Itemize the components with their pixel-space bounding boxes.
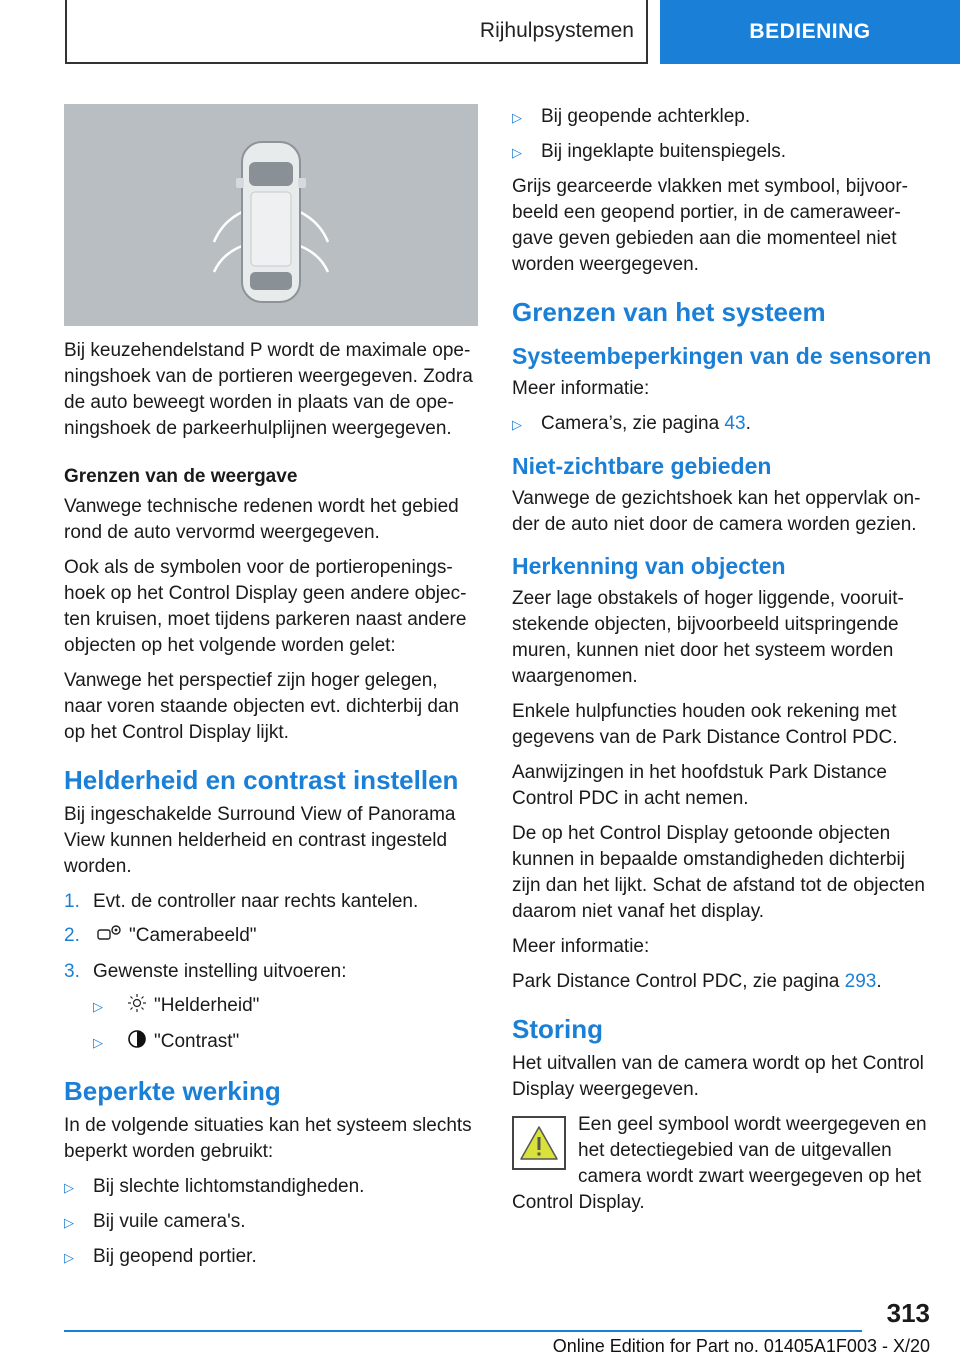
section-title: Rijhulpsystemen bbox=[479, 19, 634, 42]
brightness-text: Bij ingeschakelde Surround View of Panorama View kunnen helderheid en contrast ingesteld worden. bbox=[64, 804, 456, 877]
car-top-view-figure bbox=[64, 104, 478, 326]
more-info-label-2: Meer informatie: bbox=[512, 936, 650, 957]
brightness-heading: Helderheid en contrast instellen bbox=[64, 765, 459, 795]
sensor-limits-heading: Systeembeperkingen van de sensoren bbox=[512, 343, 932, 369]
footer-edition: Online Edition for Part no. 01405A1F003 - X/20 bbox=[552, 1336, 930, 1356]
header-section bbox=[65, 0, 648, 64]
restricted-item: ▷ Bij slechte lichtomstandigheden. bbox=[64, 1174, 478, 1201]
list-item: ▷ Bij ingeklapte buitenspiegels. bbox=[512, 139, 932, 166]
page-number: 313 bbox=[886, 1298, 930, 1328]
display-limits-text-3: Vanwege het perspectief zijn hoger gelegen, naar voren staande objecten evt. dichterbij dan op het Control Display lijkt. bbox=[64, 670, 460, 743]
left-column bbox=[64, 104, 478, 1279]
more-info-label: Meer informatie: bbox=[512, 378, 650, 399]
triangle-bullet-icon: ▷ bbox=[512, 145, 522, 160]
triangle-bullet-icon: ▷ bbox=[93, 1035, 103, 1050]
recognition-text-4: De op het Control Display getoonde objecten kunnen in bepaalde omstandigheden dichterbij zijn dan het lijkt. Schat de afstand tot de objecten daarom niet vanaf het display. bbox=[512, 823, 925, 922]
chapter-title: BEDIENING bbox=[749, 20, 871, 43]
camera-reference: ▷ Camera’s, zie pagina 43. bbox=[512, 411, 932, 438]
sun-icon bbox=[126, 993, 148, 1021]
warning-symbol-box bbox=[512, 1116, 566, 1170]
sub-item-contrast: ▷ "Contrast" bbox=[93, 1029, 478, 1057]
warning-text-tail: Control Display. bbox=[512, 1192, 645, 1213]
warning-block bbox=[512, 1112, 932, 1190]
list-item: ▷ Bij geopende achterklep. bbox=[512, 104, 932, 131]
recognition-text-3: Aanwijzingen in het hoofdstuk Park Distance Control PDC in acht nemen. bbox=[512, 762, 887, 809]
warning-text: Een geel symbool wordt weergegeven en het detectiegebied van de uitgevallen camera wordt zwart weergegeven op het bbox=[578, 1114, 927, 1187]
triangle-bullet-icon: ▷ bbox=[512, 417, 522, 432]
triangle-bullet-icon: ▷ bbox=[64, 1250, 74, 1265]
system-limits-heading: Grenzen van het systeem bbox=[512, 297, 826, 327]
invisible-areas-heading: Niet-zichtbare gebieden bbox=[512, 453, 772, 479]
triangle-bullet-icon: ▷ bbox=[64, 1180, 74, 1195]
restricted-item: ▷ Bij vuile camera's. bbox=[64, 1209, 478, 1236]
step-1: 1. Evt. de controller naar rechts kantelen. bbox=[64, 891, 419, 912]
page-link-43[interactable]: 43 bbox=[724, 413, 746, 434]
sub-item-brightness: ▷ "Helderheid" bbox=[93, 993, 478, 1021]
step-2: 2. "Camerabeeld" bbox=[64, 923, 478, 951]
step-3: 3. Gewenste instelling uitvoeren: bbox=[64, 961, 347, 982]
recognition-text-1: Zeer lage obstakels of hoger liggende, vooruit-stekende objecten, bijvoorbeeld uitspringende muren, kunnen niet door het systeem worden waargenomen. bbox=[512, 588, 904, 687]
display-limits-text-1: Vanwege technische redenen wordt het gebied rond de auto vervormd weergegeven. bbox=[64, 496, 459, 543]
restricted-text: In de volgende situaties kan het systeem slechts beperkt worden gebruikt: bbox=[64, 1115, 472, 1162]
car-top-view-icon bbox=[64, 104, 478, 326]
object-recognition-heading: Herkenning van objecten bbox=[512, 553, 786, 579]
pdc-reference: Park Distance Control PDC, zie pagina 293. bbox=[512, 971, 882, 992]
intro-text: Bij keuzehendelstand P wordt de maximale ope-ningshoek van de portieren weergegeven. Zodra de auto beweegt worden in plaats van de ope-ningshoek de parkeerhulplijnen weergegeven. bbox=[64, 340, 473, 439]
page-link-293[interactable]: 293 bbox=[844, 971, 877, 992]
triangle-bullet-icon: ▷ bbox=[93, 999, 103, 1014]
contrast-icon bbox=[126, 1029, 148, 1057]
recognition-text-2: Enkele hulpfuncties houden ook rekening met gegevens van de Park Distance Control PDC. bbox=[512, 701, 898, 748]
triangle-bullet-icon: ▷ bbox=[64, 1215, 74, 1230]
warning-triangle-icon bbox=[518, 1124, 560, 1162]
restricted-heading: Beperkte werking bbox=[64, 1076, 281, 1106]
camera-settings-icon bbox=[97, 923, 123, 951]
triangle-bullet-icon: ▷ bbox=[512, 110, 522, 125]
grey-areas-text: Grijs gearceerde vlakken met symbool, bijvoor-beeld een geopend portier, in de cameraweer-gave geven gebieden aan die momenteel niet worden weergegeven. bbox=[512, 176, 908, 275]
malfunction-text: Het uitvallen van de camera wordt op het Control Display weergegeven. bbox=[512, 1053, 924, 1100]
display-limits-heading: Grenzen van de weergave bbox=[64, 466, 298, 487]
header-chapter[interactable] bbox=[660, 0, 960, 64]
display-limits-text-2: Ook als de symbolen voor de portieropenings-hoek op het Control Display geen andere objec-ten kruisen, moet tijdens parkeren naast andere objecten op het volgende worden gelet: bbox=[64, 557, 467, 656]
footer-divider bbox=[64, 1330, 862, 1332]
malfunction-heading: Storing bbox=[512, 1014, 603, 1044]
restricted-item: ▷ Bij geopend portier. bbox=[64, 1244, 478, 1271]
right-column bbox=[512, 104, 932, 1225]
invisible-areas-text: Vanwege de gezichtshoek kan het oppervlak on-der de auto niet door de camera worden gezien. bbox=[512, 488, 921, 535]
